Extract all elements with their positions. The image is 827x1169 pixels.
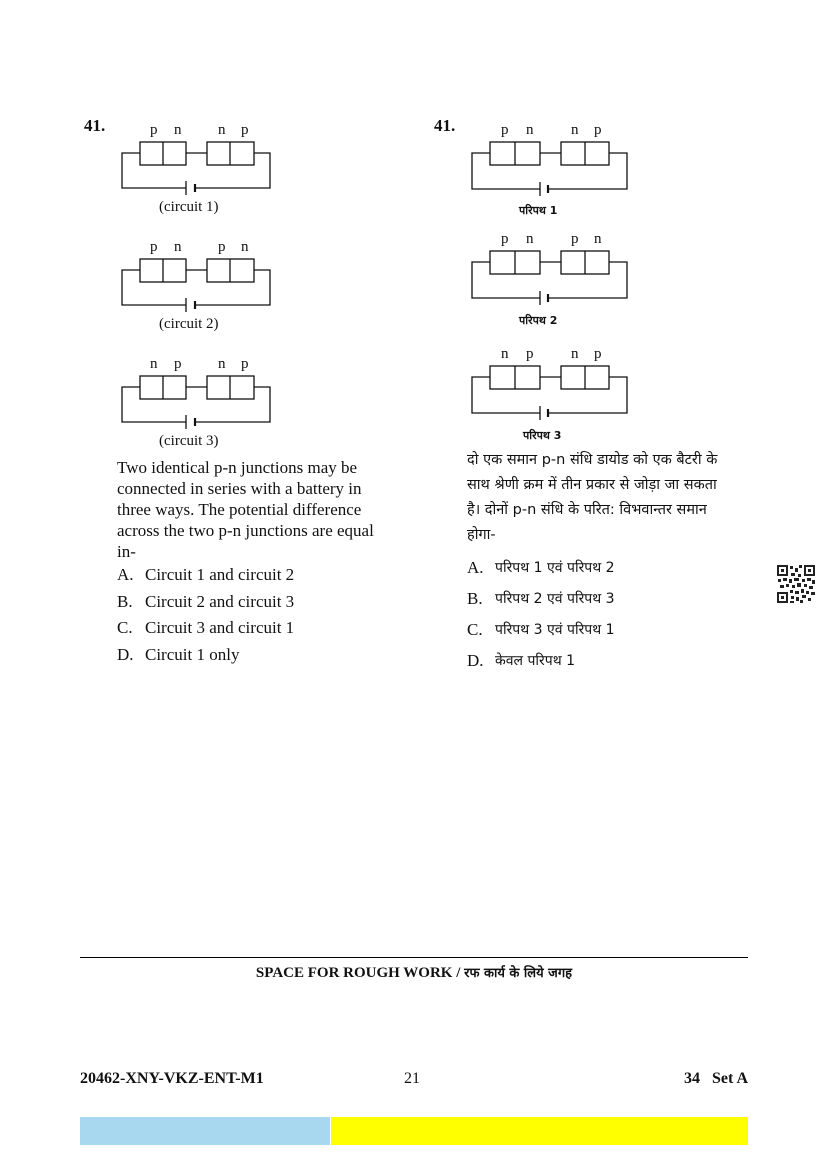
junction-label: p [241, 356, 249, 372]
junction-label: p [594, 346, 602, 362]
option-text: परिपथ 3 एवं परिपथ 1 [495, 622, 615, 638]
circuit-2-hi [470, 231, 640, 298]
circuit-diagram [120, 127, 272, 189]
junction-label: n [571, 122, 579, 138]
circuit-1-hi [470, 122, 640, 189]
junction-label: p [174, 356, 182, 372]
options-en [117, 565, 294, 671]
junction-label: n [594, 231, 602, 247]
circuit-diagram [470, 351, 630, 413]
option-text: Circuit 1 and circuit 2 [145, 565, 295, 584]
option-letter: B. [117, 591, 133, 611]
option-a[interactable] [117, 565, 294, 592]
junction-label: n [526, 231, 534, 247]
junction-label: p [501, 231, 509, 247]
question-stem-hi [467, 448, 767, 548]
circuit-diagram [120, 361, 272, 423]
junction-label: n [218, 356, 226, 372]
option-letter: C. [467, 620, 483, 639]
junction-label: n [174, 239, 182, 255]
circuit-caption: (circuit 2) [159, 316, 219, 332]
option-text: Circuit 2 and circuit 3 [145, 591, 295, 611]
option-text: Circuit 1 only [145, 644, 240, 664]
option-letter: B. [467, 589, 483, 608]
junction-label: p [571, 231, 579, 247]
option-letter: A. [117, 565, 134, 584]
junction-label: n [150, 356, 158, 372]
stem-line: connected in series with a battery in [117, 479, 362, 498]
stem-line: in- [117, 542, 136, 561]
junction-label: p [150, 239, 158, 255]
junction-label: p [526, 346, 534, 362]
qr-code-icon [776, 564, 816, 604]
circuit-diagram [470, 127, 630, 189]
junction-label: n [174, 122, 182, 138]
option-c[interactable] [117, 618, 294, 645]
junction-label: n [501, 346, 509, 362]
color-bar-left [80, 1117, 330, 1145]
stem-line: across the two p-n junctions are equal [117, 521, 374, 540]
junction-label: n [218, 122, 226, 138]
options-hi [467, 558, 615, 682]
circuit-diagram [470, 236, 630, 298]
rough-work-label [80, 963, 748, 982]
junction-label: p [501, 122, 509, 138]
circuit-2-en [120, 239, 290, 306]
option-text: केवल परिपथ 1 [495, 653, 576, 669]
color-bar-right [331, 1117, 748, 1145]
set-label: 34 Set A [684, 1070, 748, 1087]
paper-code: 20462-XNY-VKZ-ENT-M1 [80, 1070, 264, 1087]
option-c[interactable] [467, 620, 615, 651]
page-number: 21 [404, 1070, 420, 1087]
option-letter: A. [467, 558, 484, 577]
option-d[interactable] [467, 651, 615, 682]
divider-line [80, 957, 748, 958]
option-b[interactable] [117, 592, 294, 619]
option-text: परिपथ 1 एवं परिपथ 2 [495, 560, 615, 576]
junction-label: n [526, 122, 534, 138]
question-number-hi: 41. [434, 116, 456, 135]
option-letter: C. [117, 618, 133, 637]
junction-label: p [150, 122, 158, 138]
junction-label: p [241, 122, 249, 138]
stem-line: है। दोनों p-n संधि के परित: विभवान्तर समान [467, 502, 707, 518]
option-a[interactable] [467, 558, 615, 589]
junction-label: n [241, 239, 249, 255]
stem-line: साथ श्रेणी क्रम में तीन प्रकार से जोड़ा जा सकता [467, 477, 717, 493]
option-letter: D. [467, 651, 484, 670]
circuit-3-en [120, 356, 290, 423]
junction-label: n [571, 346, 579, 362]
circuit-1-en [120, 122, 290, 189]
question-stem-en [117, 457, 407, 562]
option-text: परिपथ 2 एवं परिपथ 3 [495, 591, 615, 607]
junction-label: p [218, 239, 226, 255]
circuit-caption: परिपथ 3 [523, 429, 562, 442]
option-d[interactable] [117, 645, 294, 672]
stem-line: होगा- [467, 527, 496, 543]
circuit-caption: परिपथ 2 [519, 314, 558, 327]
junction-label: p [594, 122, 602, 138]
rough-work-hi: रफ कार्य के लिये जगह [464, 966, 573, 981]
option-letter: D. [117, 644, 134, 664]
circuit-diagram [120, 244, 272, 306]
circuit-caption: (circuit 3) [159, 433, 219, 449]
option-b[interactable] [467, 589, 615, 620]
rough-work-en: SPACE FOR ROUGH WORK / [255, 965, 465, 981]
question-number-en: 41. [84, 116, 106, 135]
stem-line: three ways. The potential difference [117, 500, 362, 519]
circuit-caption: (circuit 1) [159, 199, 219, 215]
option-text: Circuit 3 and circuit 1 [145, 618, 295, 637]
circuit-caption: परिपथ 1 [519, 204, 558, 217]
stem-line: Two identical p-n junctions may be [117, 458, 358, 477]
circuit-3-hi [470, 346, 640, 413]
stem-line: दो एक समान p-n संधि डायोड को एक बैटरी के [467, 452, 718, 468]
